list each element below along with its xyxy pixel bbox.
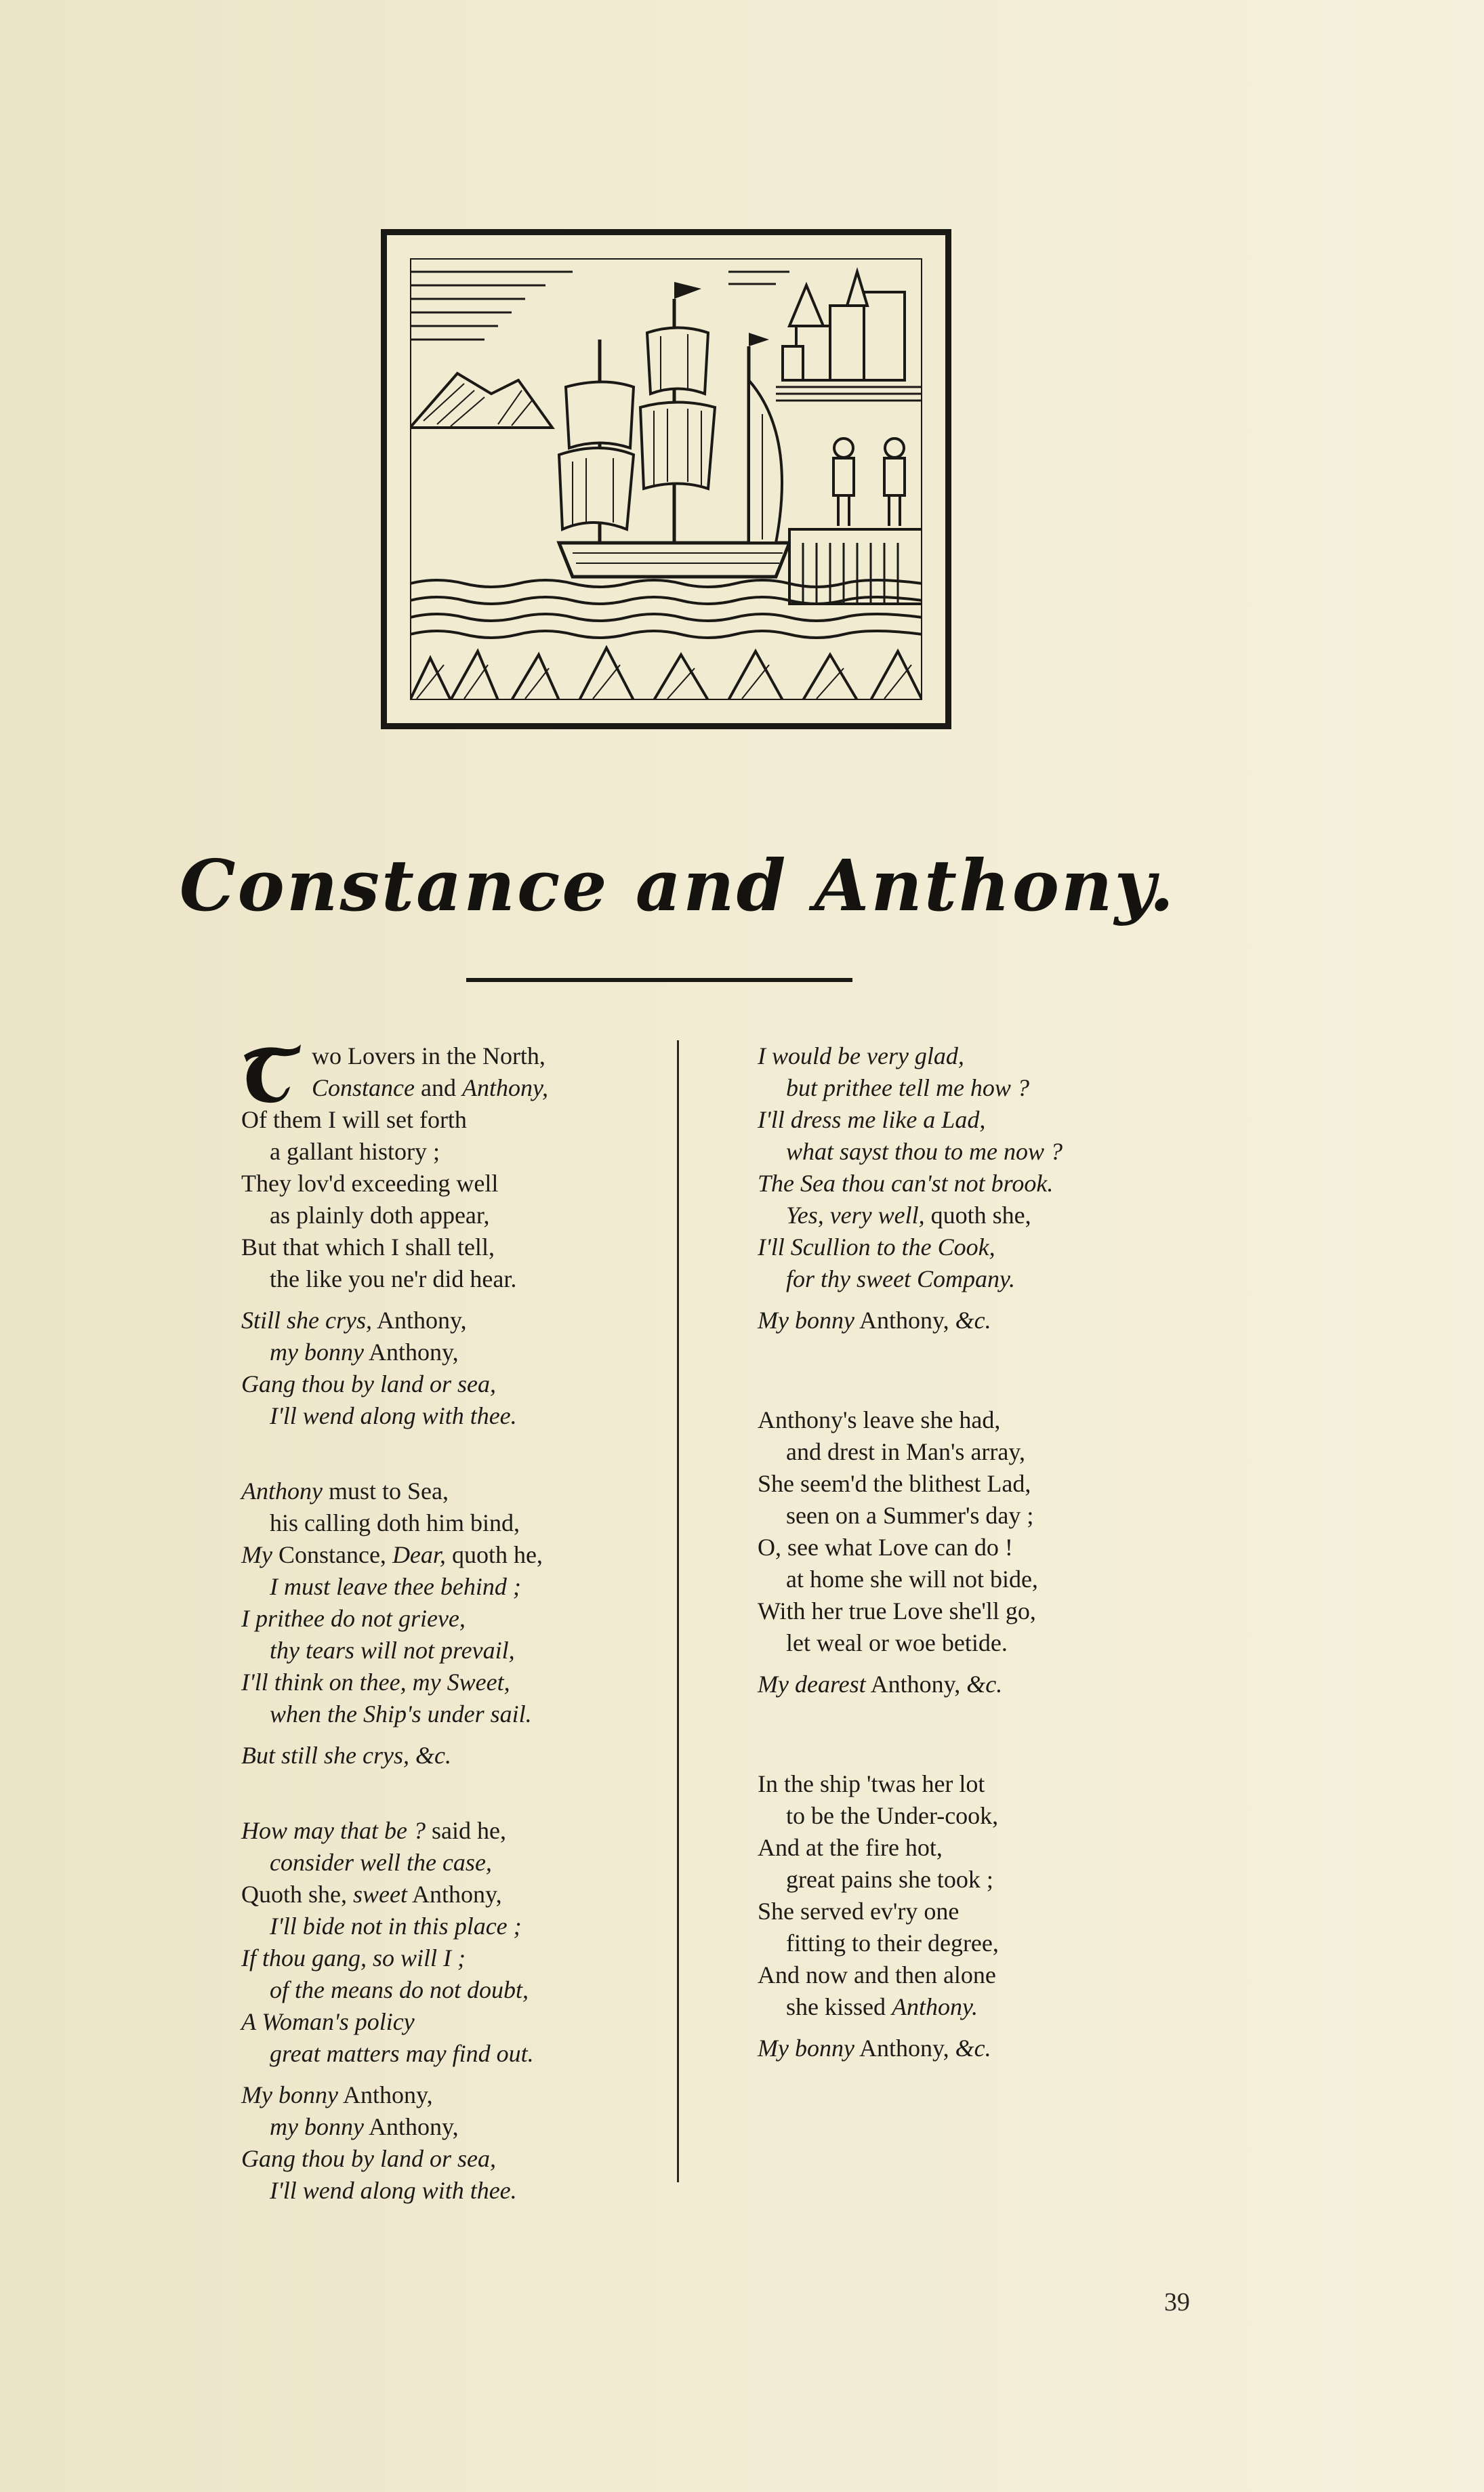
verse-line: But that which I shall tell, [241, 1233, 495, 1261]
verse-line: fitting to their degree, [786, 1929, 999, 1957]
verse-line: but prithee tell me how ? [786, 1074, 1029, 1101]
verse-line: and drest in Man's array, [786, 1438, 1026, 1465]
verse-line: thy tears will not prevail, [270, 1637, 515, 1664]
verse-line: I prithee do not grieve, [241, 1605, 466, 1632]
left-stanza-1 [241, 1040, 661, 1295]
verse-line: They lov'd exceeding well [241, 1170, 499, 1197]
column-divider [677, 1040, 679, 2182]
verse-line: let weal or woe betide. [786, 1629, 1008, 1656]
verse-line: With her true Love she'll go, [758, 1597, 1036, 1625]
verse-line: My Constance, Dear, quoth he, [241, 1541, 543, 1568]
verse-line: I'll wend along with thee. [270, 2177, 517, 2204]
verse-line: But still she crys, &c. [241, 1742, 451, 1769]
verse-line: great matters may find out. [270, 2040, 534, 2067]
right-chorus-1 [758, 1305, 1191, 1336]
verse-line: My bonny Anthony, &c. [758, 2035, 991, 2062]
left-chorus-3 [241, 2079, 661, 2207]
verse-line: as plainly doth appear, [270, 1202, 490, 1229]
verse-line: I'll bide not in this place ; [270, 1913, 522, 1940]
verse-line: I'll dress me like a Lad, [758, 1106, 986, 1133]
verse-line: seen on a Summer's day ; [786, 1502, 1034, 1529]
verse-line: How may that be ? said he, [241, 1817, 506, 1844]
verse-line: She seem'd the blithest Lad, [758, 1470, 1031, 1497]
verse-line: Yes, very well, quoth she, [786, 1202, 1031, 1229]
title-underline-rule [466, 978, 852, 982]
verse-line: My bonny Anthony, &c. [758, 1307, 991, 1334]
verse-line: the like you ne'r did hear. [270, 1265, 517, 1292]
verse-line: And at the fire hot, [758, 1834, 943, 1861]
verse-line: I'll Scullion to the Cook, [758, 1233, 995, 1261]
verse-line: great pains she took ; [786, 1866, 993, 1893]
verse-line: what sayst thou to me now ? [786, 1138, 1063, 1165]
verse-line: She served ev'ry one [758, 1898, 960, 1925]
verse-line: Anthony's leave she had, [758, 1406, 1001, 1433]
verse-line: In the ship 'twas her lot [758, 1770, 985, 1797]
verse-line: My dearest Anthony, &c. [758, 1671, 1003, 1698]
verse-line: she kissed Anthony. [786, 1993, 978, 2020]
left-chorus-1 [241, 1305, 661, 1432]
verse-line: Constance and Anthony, [312, 1074, 548, 1101]
verse-line: The Sea thou can'st not brook. [758, 1170, 1054, 1197]
verse-line: A Woman's policy [241, 2008, 415, 2035]
verse-line: Gang thou by land or sea, [241, 2145, 496, 2172]
verse-line: Quoth she, sweet Anthony, [241, 1881, 502, 1908]
right-stanza-3 [758, 1768, 1191, 2023]
right-chorus-2 [758, 1669, 1191, 1700]
verse-line: of the means do not doubt, [270, 1976, 529, 2003]
verse-line: my bonny Anthony, [270, 1339, 459, 1366]
verse-line: My bonny Anthony, [241, 2081, 433, 2108]
verse-line: to be the Under-cook, [786, 1802, 999, 1829]
verse-line: when the Ship's under sail. [270, 1700, 532, 1728]
woodcut-illustration [381, 229, 951, 729]
verse-line: his calling doth him bind, [270, 1509, 520, 1536]
verse-line: at home she will not bide, [786, 1566, 1038, 1593]
right-stanza-2 [758, 1404, 1191, 1659]
verse-line: If thou gang, so will I ; [241, 1944, 466, 1972]
verse-line: my bonny Anthony, [270, 2113, 459, 2140]
right-chorus-3 [758, 2033, 1191, 2064]
dropcap-letter-icon [241, 1042, 304, 1104]
verse-line: wo Lovers in the North, [312, 1042, 545, 1069]
verse-line: consider well the case, [270, 1849, 492, 1876]
right-column [758, 1040, 1191, 2064]
verse-line: I must leave thee behind ; [270, 1573, 521, 1600]
verse-line: Anthony must to Sea, [241, 1477, 449, 1505]
verse-line: Still she crys, Anthony, [241, 1307, 467, 1334]
ship-woodcut-image [410, 258, 922, 700]
verse-line: I'll think on thee, my Sweet, [241, 1669, 510, 1696]
verse-line: for thy sweet Company. [786, 1265, 1015, 1292]
left-stanza-3 [241, 1815, 661, 2070]
right-stanza-1 [758, 1040, 1191, 1295]
verse-line: a gallant history ; [270, 1138, 440, 1165]
verse-line: O, see what Love can do ! [758, 1534, 1013, 1561]
left-chorus-2 [241, 1740, 661, 1772]
verse-line: I'll wend along with thee. [270, 1402, 517, 1429]
verse-line: I would be very glad, [758, 1042, 964, 1069]
verse-line: Gang thou by land or sea, [241, 1370, 496, 1397]
left-stanza-2 [241, 1475, 661, 1730]
page-number: 39 [1164, 2288, 1190, 2316]
page-title: Constance and Anthony. [179, 844, 1176, 927]
left-column [241, 1040, 661, 2207]
verse-line: Of them I will set forth [241, 1106, 467, 1133]
verse-line: And now and then alone [758, 1961, 996, 1988]
